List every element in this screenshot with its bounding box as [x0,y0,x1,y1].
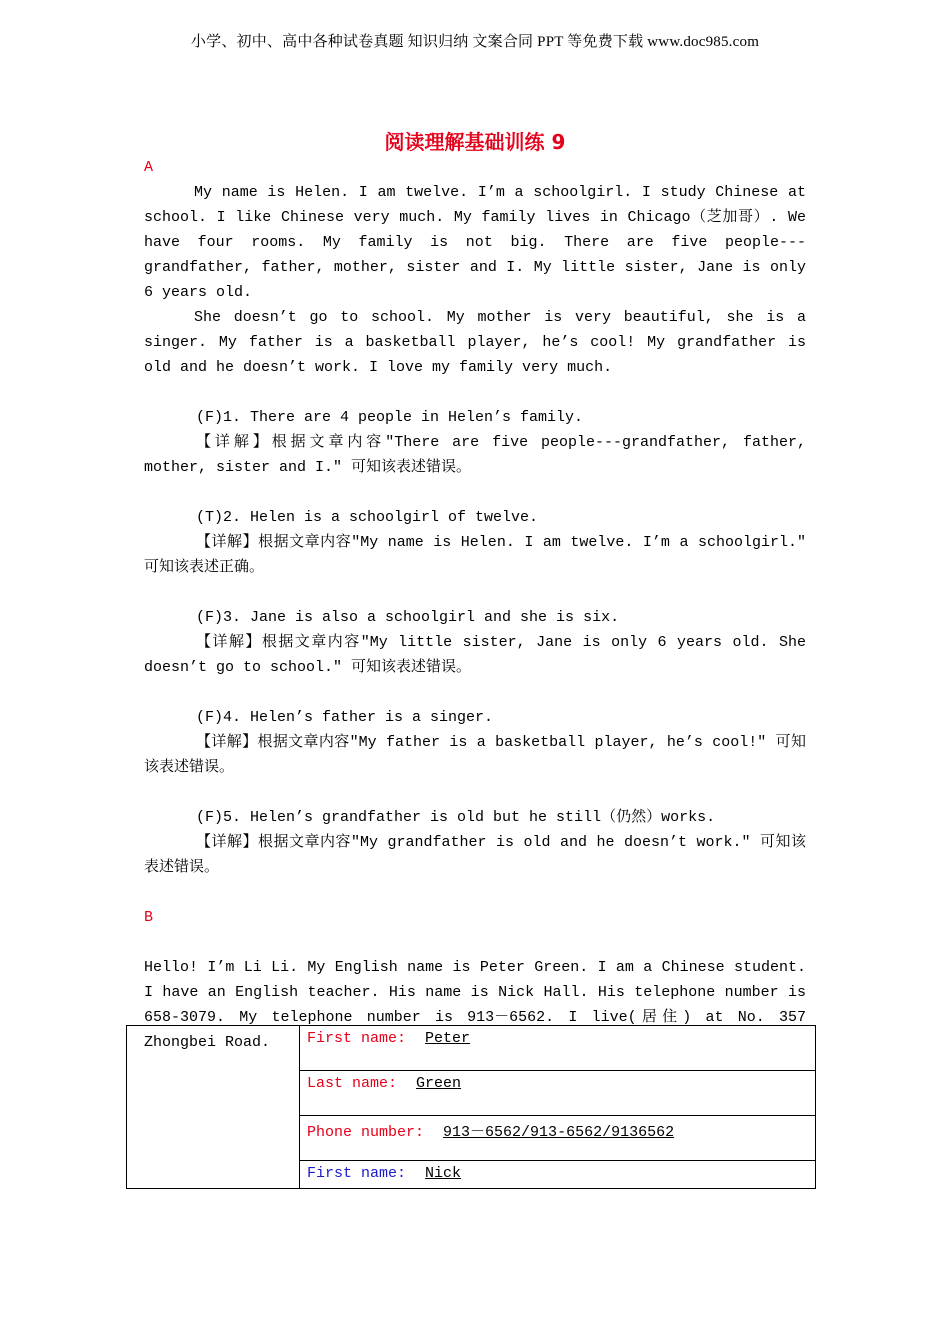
question-1-statement: (F)1. There are 4 people in Helen’s family. [196,409,584,426]
section-a-label: A [144,159,154,176]
table-cell-teacher-first-name [300,1161,816,1189]
phone-number-value: 913－6562/913-6562/9136562 [443,1124,675,1141]
table-row [127,1026,816,1071]
question-4-statement: (F)4. Helen’s father is a singer. [196,709,494,726]
page-title: 阅读理解基础训练 9 [384,130,566,154]
question-3-explanation: 【详解】根据文章内容"My little sister, Jane is only 6 years old. She doesn’t go to school." 可知该表述错误。 [144,634,806,676]
section-b-label: B [144,909,154,926]
teacher-first-name-value: Nick [425,1165,462,1182]
question-2-explanation: 【详解】根据文章内容"My name is Helen. I am twelve. I’m a schoolgirl." 可知该表述正确。 [144,534,806,576]
table-cell-last-name [300,1071,816,1116]
passage-a-paragraph-1: My name is Helen. I am twelve. I’m a schoolgirl. I study Chinese at school. I like Chinese very much. My family lives in Chicago（芝加哥）. We have four rooms. My family is not big. There are five people---grandfather, father, mother, sister and I. My little sister, Jane is only 6 years old. [144,184,806,301]
table-cell-first-name [300,1026,816,1071]
question-5-explanation: 【详解】根据文章内容"My grandfather is old and he doesn’t work." 可知该表述错误。 [144,834,806,876]
document-body [144,155,806,1055]
last-name-label: Last name: [307,1075,398,1092]
first-name-value: Peter [425,1030,471,1047]
teacher-first-name-label: First name: [307,1165,407,1182]
info-form-table [126,1025,816,1189]
question-5-statement: (F)5. Helen’s grandfather is old but he still（仍然）works. [196,809,716,826]
question-3-statement: (F)3. Jane is also a schoolgirl and she is six. [196,609,620,626]
table-cell-phone-number [300,1116,816,1161]
page-header: 小学、初中、高中各种试卷真题 知识归纳 文案合同 PPT 等免费下载 www.doc985.com [190,34,760,50]
question-4-explanation: 【详解】根据文章内容"My father is a basketball player, he’s cool!" 可知该表述错误。 [144,734,806,776]
question-2-statement: (T)2. Helen is a schoolgirl of twelve. [196,509,539,526]
passage-a-paragraph-2: She doesn’t go to school. My mother is very beautiful, she is a singer. My father is a basketball player, he’s cool! My grandfather is old and he doesn’t work. I love my family very much. [144,309,806,376]
last-name-value: Green [416,1075,462,1092]
passage-b-paragraph: Hello! I’m Li Li. My English name is Peter Green. I am a Chinese student. I have an English teacher. His name is Nick Hall. His telephone number is 658-3079. My telephone number is 913－6562. I live(居住) at No. 357 Zhongbei Road. [144,959,806,1051]
question-1-explanation: 【详解】根据文章内容"There are five people---grandfather, father, mother, sister and I." 可知该表述错误。 [144,434,806,476]
phone-number-label: Phone number: [307,1124,425,1141]
table-left-cell [127,1026,300,1189]
first-name-label: First name: [307,1030,407,1047]
